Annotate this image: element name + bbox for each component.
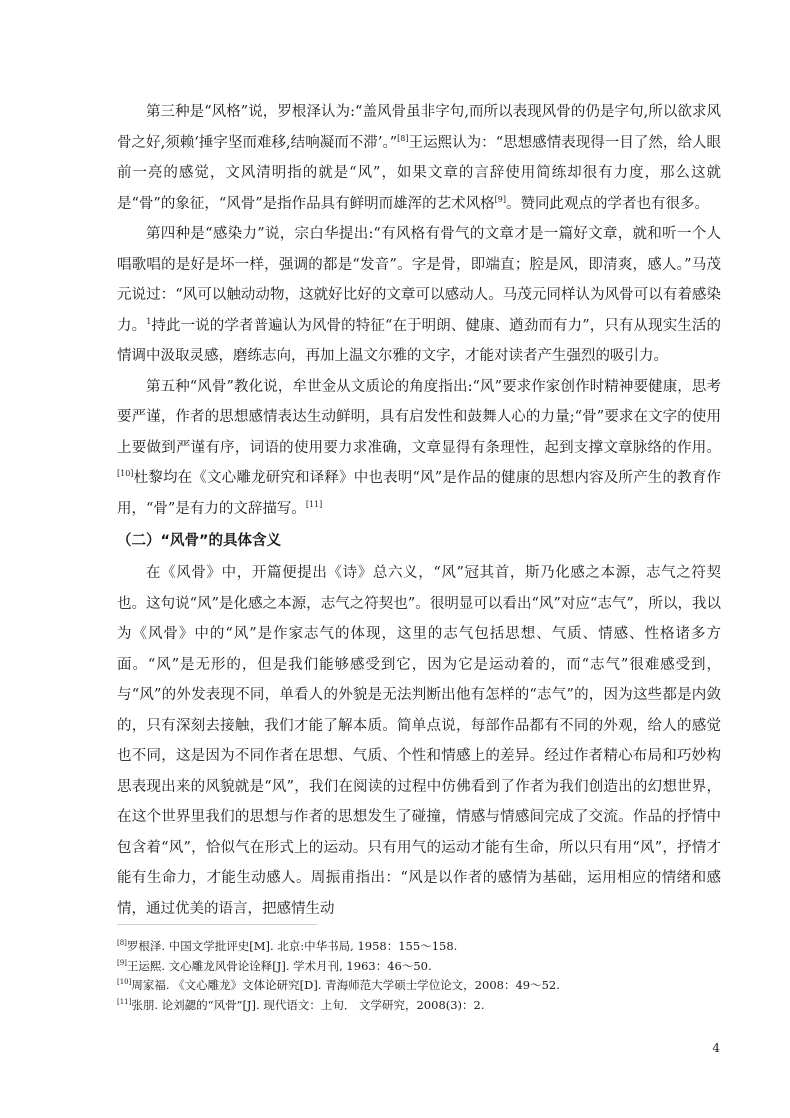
footnote-marker: [11]: [117, 997, 132, 1006]
paragraph-style-theory: [117, 97, 721, 219]
footnote-item: [117, 937, 721, 957]
citation-marker: [8]: [397, 133, 409, 143]
section-heading: （二）“风骨”的具体含义: [117, 533, 282, 549]
citation-marker: [11]: [305, 499, 323, 509]
citation-marker: [9]: [494, 194, 506, 204]
footnote-text: 罗根泽. 中国文学批评史[M]. 北京:中华书局, 1958：155～158.: [126, 939, 458, 953]
paragraph-text: 杜黎均在《文心雕龙研究和译释》中也表明“风”是作品的健康的思想内容及所产生的教育作用，“骨”是有力的文辞描写。: [117, 470, 721, 517]
footnote-marker: [10]: [117, 978, 132, 986]
paragraph-text: 持此一说的学者普遍认为风骨的特征“在于明朗、健康、遒劲而有力”，只有从现实生活的情调中汲取灵感，磨练志向，再加上温文尔雅的文字，才能对读者产生强烈的吸引力。: [117, 317, 722, 364]
paragraph-text: 王运熙认为：“思想感情表现得一目了然，给人眼前一亮的感觉，文风清明指的就是“风”，如果文章的言辞使用简练却很有力度，那么这就是“骨”的象征，“风骨”是指作品具有鲜明而雄浑的艺术风格: [117, 134, 721, 212]
footnote-item: [117, 957, 721, 977]
paragraph-text: 第四种是“感染力”说，宗白华提出:“有风格有骨气的文章才是一篇好文章，就和听一个人唱歌唱的是好是坏一样，强调的都是“发音”。字是骨，即端直；腔是风，即清爽，感人。”马茂元说过：“风可以触动动物，这就好比好的文章可以感动人。马茂元同样认为风骨可以有着感染力。: [117, 226, 721, 334]
citation-marker: 1: [146, 316, 152, 326]
footnotes: [117, 937, 721, 1015]
paragraph-text: 第三种是“风格”说，罗根泽认为:“盖风骨虽非字句,而所以表现风骨的仍是字句,所以欲求风骨之好,须赖‘捶字坚而难移,结响凝而不滞’。”: [117, 104, 721, 151]
footnote-divider: [117, 924, 317, 925]
footnote-item: [117, 996, 721, 1016]
page-number: 4: [712, 1041, 720, 1055]
citation-marker: [10]: [117, 469, 134, 478]
paragraph-text: 第五种“风骨”教化说，牟世金从文质论的角度指出:“风”要求作家创作时精神要健康，思考要严谨，作者的思想感情表达生动鲜明，具有启发性和鼓舞人心的力量;“骨”要求在文字的使用上要做到严谨有序，词语的使用要力求准确，文章显得有条理性，起到支撑文章脉络的作用。: [117, 378, 721, 456]
paragraph-text: 。赞同此观点的学者也有很多。: [506, 195, 709, 212]
footnote-item: [117, 976, 721, 996]
paragraph-edification-theory: [117, 372, 721, 525]
footnote-text: 周家福. 《文心雕龙》文体论研究[D]. 青海师范大学硕士学位论文，2008：49～52.: [131, 978, 560, 992]
footnote-marker: [9]: [117, 958, 127, 967]
paragraph-feng-meaning: 在《风骨》中，开篇便提出《诗》总六义，“风”冠其首，斯乃化感之本源，志气之符契也。这句说“风”是化感之本源，志气之符契也”。很明显可以看出“风”对应“志气”，所以，我以为《风骨》中的“风”是作家志气的体现，这里的志气包括思想、气质、情感、性格诸多方面。“风”是无形的，但是我们能够感受到它，因为它是运动着的，而“志气”很难感受到，与“风”的外发表现不同，单看人的外貌是无法判断出他有怎样的“志气”的，因为这些都是内敛的，只有深刻去接触，我们才能了解本质。简单点说，每部作品都有不同的外观，给人的感觉也不同，这是因为不同作者在思想、气质、个性和情感上的差异。经过作者精心布局和巧妙构思表现出来的风貌就是“风”，我们在阅读的过程中仿佛看到了作者为我们创造出的幻想世界，在这个世界里我们的思想与作者的思想发生了碰撞，情感与情感间完成了交流。作品的抒情中包含着“风”，恰似气在形式上的运动。只有用气的运动才能有生命，所以只有用“风”，抒情才能有生命力，才能生动感人。周振甫指出：“风是以作者的感情为基础，运用相应的情绪和感情，通过优美的语言，把感情生动: [117, 565, 721, 917]
footnote-text: 王运熙. 文心雕龙风骨论诠释[J]. 学术月刊, 1963：46～50.: [126, 958, 432, 973]
footnote-marker: [8]: [117, 939, 127, 947]
footnote-text: 张朋. 论刘勰的“风骨”[J]. 现代语文：上旬． 文学研究，2008(3)：2.: [131, 997, 485, 1012]
paragraph-appeal-theory: [117, 219, 721, 372]
body-text: [117, 97, 721, 924]
